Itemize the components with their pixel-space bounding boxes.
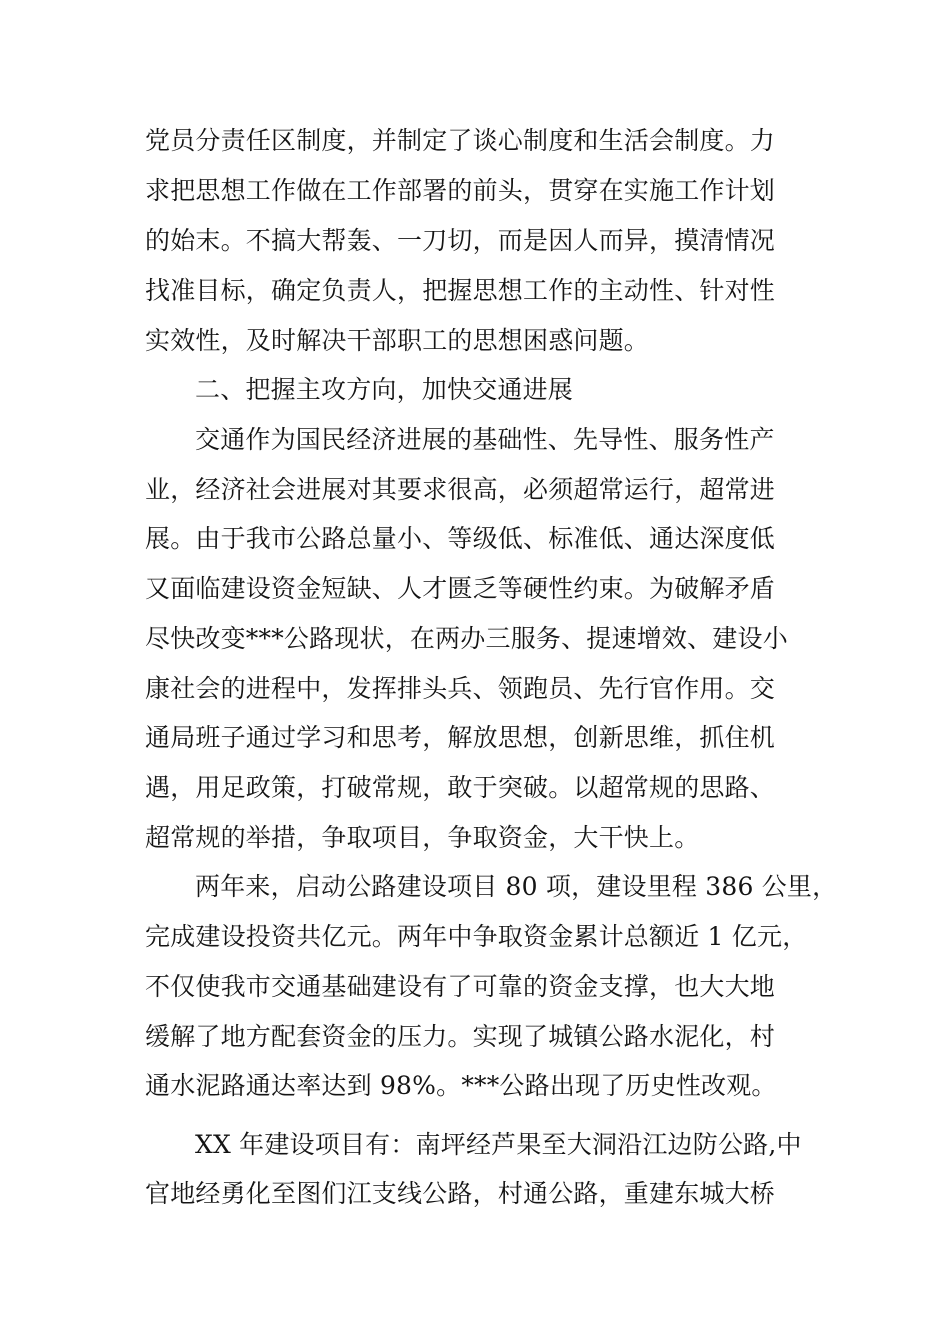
text-line: 展。由于我市公路总量小、等级低、标准低、通达深度低 (145, 524, 776, 553)
text-line: 党员分责任区制度，并制定了谈心制度和生活会制度。力 (145, 126, 776, 155)
text-line: 通水泥路通达率达到 98%。***公路出现了历史性改观。 (145, 1071, 777, 1100)
text-line: 完成建设投资共亿元。两年中争取资金累计总额近 1 亿元， (145, 922, 808, 951)
text-line: 不仅使我市交通基础建设有了可靠的资金支撑，也大大地 (145, 972, 776, 1001)
text-line: 业，经济社会进展对其要求很高，必须超常运行，超常进 (145, 475, 776, 504)
section-heading: 二、把握主攻方向，加快交通进展 (195, 375, 574, 404)
text-line: 康社会的进程中，发挥排头兵、领跑员、先行官作用。交 (145, 674, 776, 703)
text-line: 实效性，及时解决干部职工的思想困惑问题。 (145, 326, 650, 355)
paragraph-start-line: 交通作为国民经济进展的基础性、先导性、服务性产 (195, 425, 775, 454)
paragraph-start-line: 两年来，启动公路建设项目 80 项，建设里程 386 公里， (195, 872, 838, 901)
text-line: 超常规的举措，争取项目，争取资金，大干快上。 (145, 823, 700, 852)
text-line: 官地经勇化至图们江支线公路，村通公路，重建东城大桥 (145, 1179, 776, 1208)
text-line: 的始末。不搞大帮轰、一刀切，而是因人而异，摸清情况 (145, 226, 776, 255)
text-line: 通局班子通过学习和思考，解放思想，创新思维，抓住机 (145, 723, 776, 752)
text-line: 遇，用足政策，打破常规，敢于突破。以超常规的思路、 (145, 773, 776, 802)
text-line: 求把思想工作做在工作部署的前头，贯穿在实施工作计划 (145, 176, 776, 205)
text-line: 缓解了地方配套资金的压力。实现了城镇公路水泥化，村 (145, 1022, 776, 1051)
text-line: 找准目标，确定负责人，把握思想工作的主动性、针对性 (145, 276, 776, 305)
text-line: 尽快改变***公路现状，在两办三服务、提速增效、建设小 (145, 624, 788, 653)
paragraph-start-line: XX 年建设项目有：南坪经芦果至大洞沿江边防公路,中 (195, 1130, 802, 1159)
text-line: 又面临建设资金短缺、人才匮乏等硬性约束。为破解矛盾 (145, 574, 776, 603)
